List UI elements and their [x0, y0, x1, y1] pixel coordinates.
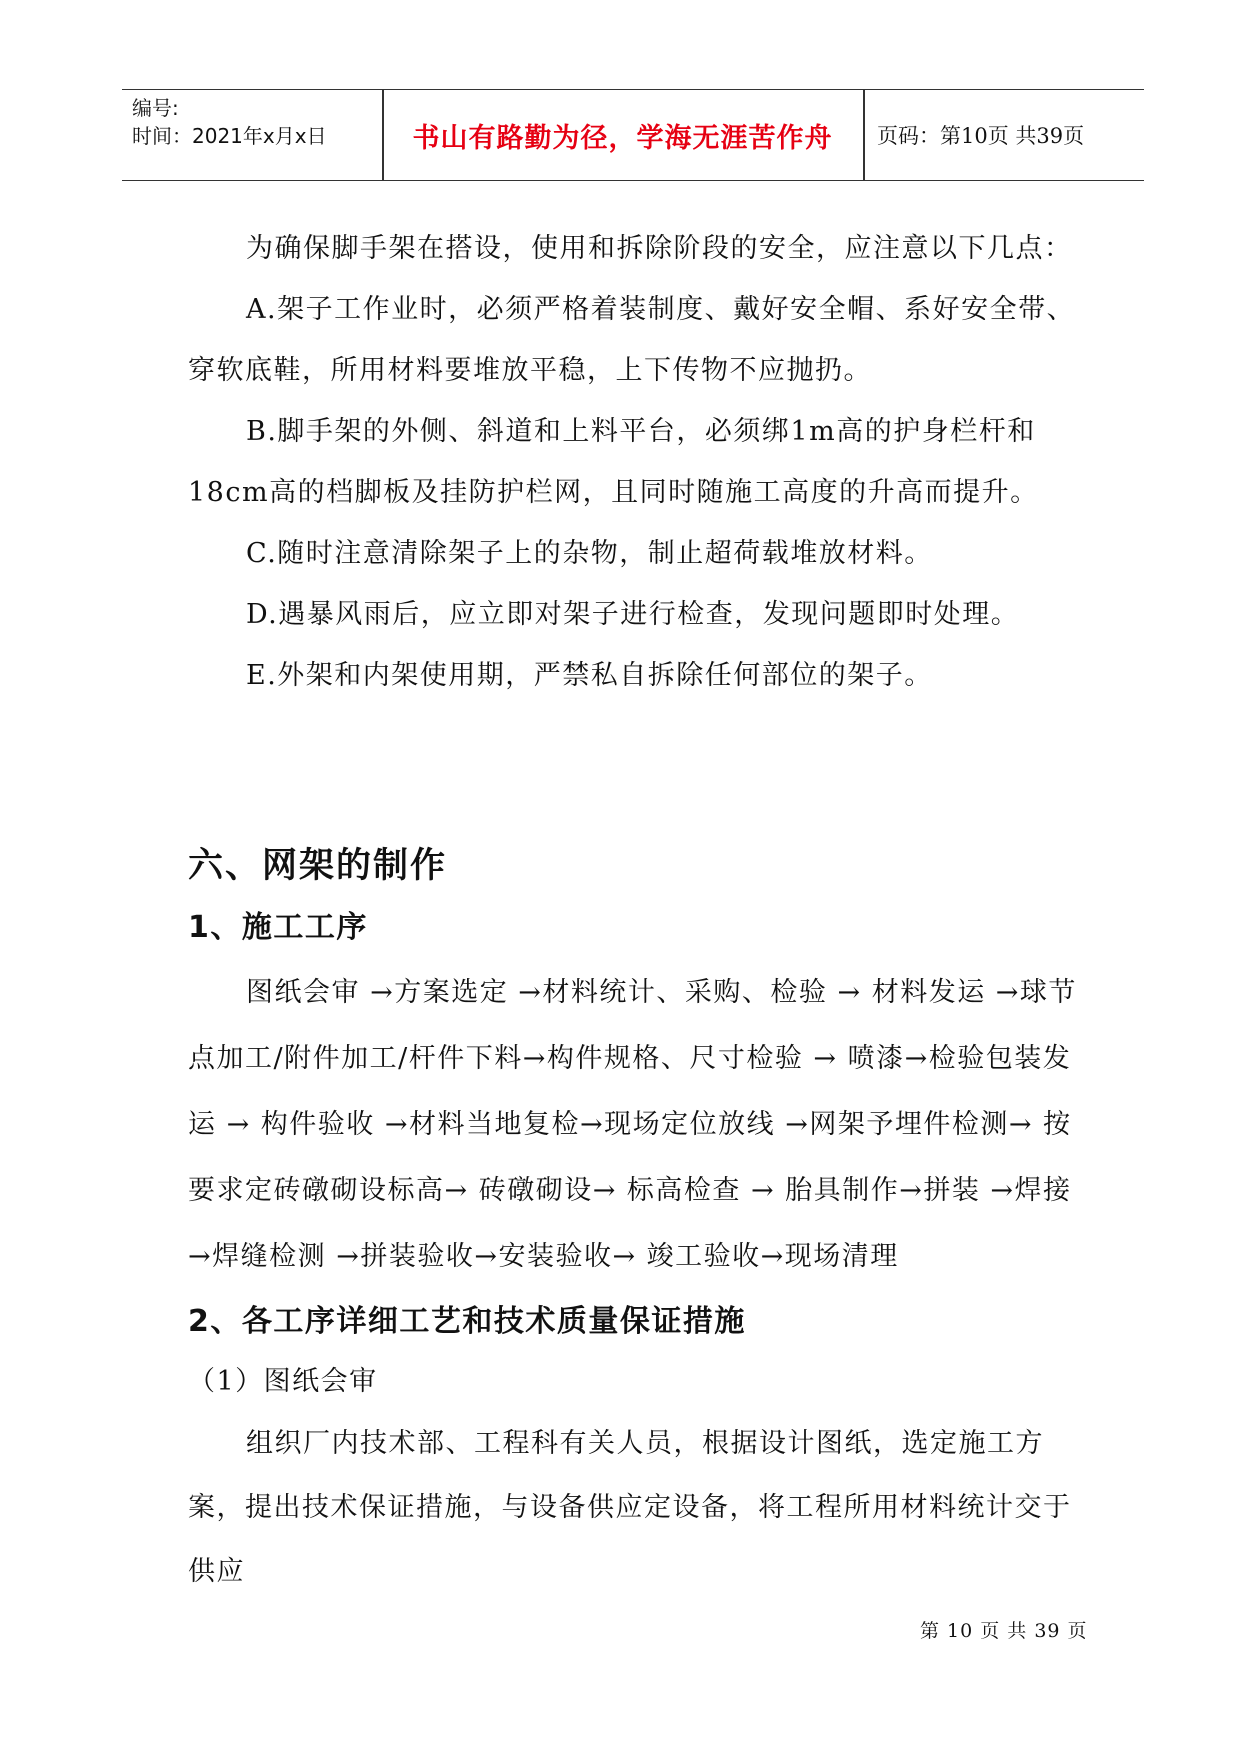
- safety-item-a: A.架子工作业时，必须严格着装制度、戴好安全帽、系好安全带、穿软底鞋，所用材料要堆放平稳，上下传物不应抛扔。: [188, 294, 1076, 386]
- document-header: [122, 89, 1144, 181]
- process-flow-paragraph: 图纸会审 →方案选定 →材料统计、采购、检验 → 材料发运 →球节点加工/附件加工/杆件下料→构件规格、尺寸检验 → 喷漆→检验包装发运 → 构件验收 →材料当地复检→现场定位放线 →网架予埋件检测→ 按要求定砖礅砌设标高→ 砖礅砌设→ 标高检查 → 胎具制作→拼装 →焊接 →焊缝检测 →拼装验收→安装验收→ 竣工验收→现场清理: [188, 977, 1077, 1272]
- section-heading: 六、网架的制作: [188, 846, 448, 886]
- header-divider: [863, 90, 865, 180]
- page-footer: 第 10 页 共 39 页: [920, 1620, 1088, 1642]
- section-spacer: [188, 706, 1088, 836]
- subsection-heading-2: 2、各工序详细工艺和技术质量保证措施: [188, 1304, 746, 1339]
- step-heading-1: （1）图纸会审: [188, 1366, 378, 1397]
- header-motto: 书山有路勤为径，学海无涯苦作舟: [412, 122, 833, 154]
- step-1-paragraph: 组织厂内技术部、工程科有关人员，根据设计图纸，选定施工方案，提出技术保证措施，与设备供应定设备，将工程所用材料统计交于供应: [188, 1428, 1072, 1587]
- header-meta: [132, 94, 327, 150]
- safety-item-b: B.脚手架的外侧、斜道和上料平台，必须绑1m高的护身栏杆和18cm高的档脚板及挂防护栏网，且同时随施工高度的升高而提升。: [188, 416, 1039, 508]
- subsection-heading-1: 1、施工工序: [188, 910, 368, 945]
- document-number-label: 编号:: [132, 96, 179, 120]
- document-time-label: 时间：2021年x月x日: [132, 124, 327, 148]
- safety-item-c: C.随时注意清除架子上的杂物，制止超荷载堆放材料。: [246, 538, 933, 569]
- header-page-number: 页码：第10页 共39页: [877, 124, 1085, 148]
- safety-item-e: E.外架和内架使用期，严禁私自拆除任何部位的架子。: [246, 660, 933, 691]
- intro-paragraph: 为确保脚手架在搭设，使用和拆除阶段的安全，应注意以下几点：: [246, 233, 1073, 264]
- document-body: [188, 218, 1088, 1604]
- safety-item-d: D.遇暴风雨后，应立即对架子进行检查，发现问题即时处理。: [246, 599, 1020, 630]
